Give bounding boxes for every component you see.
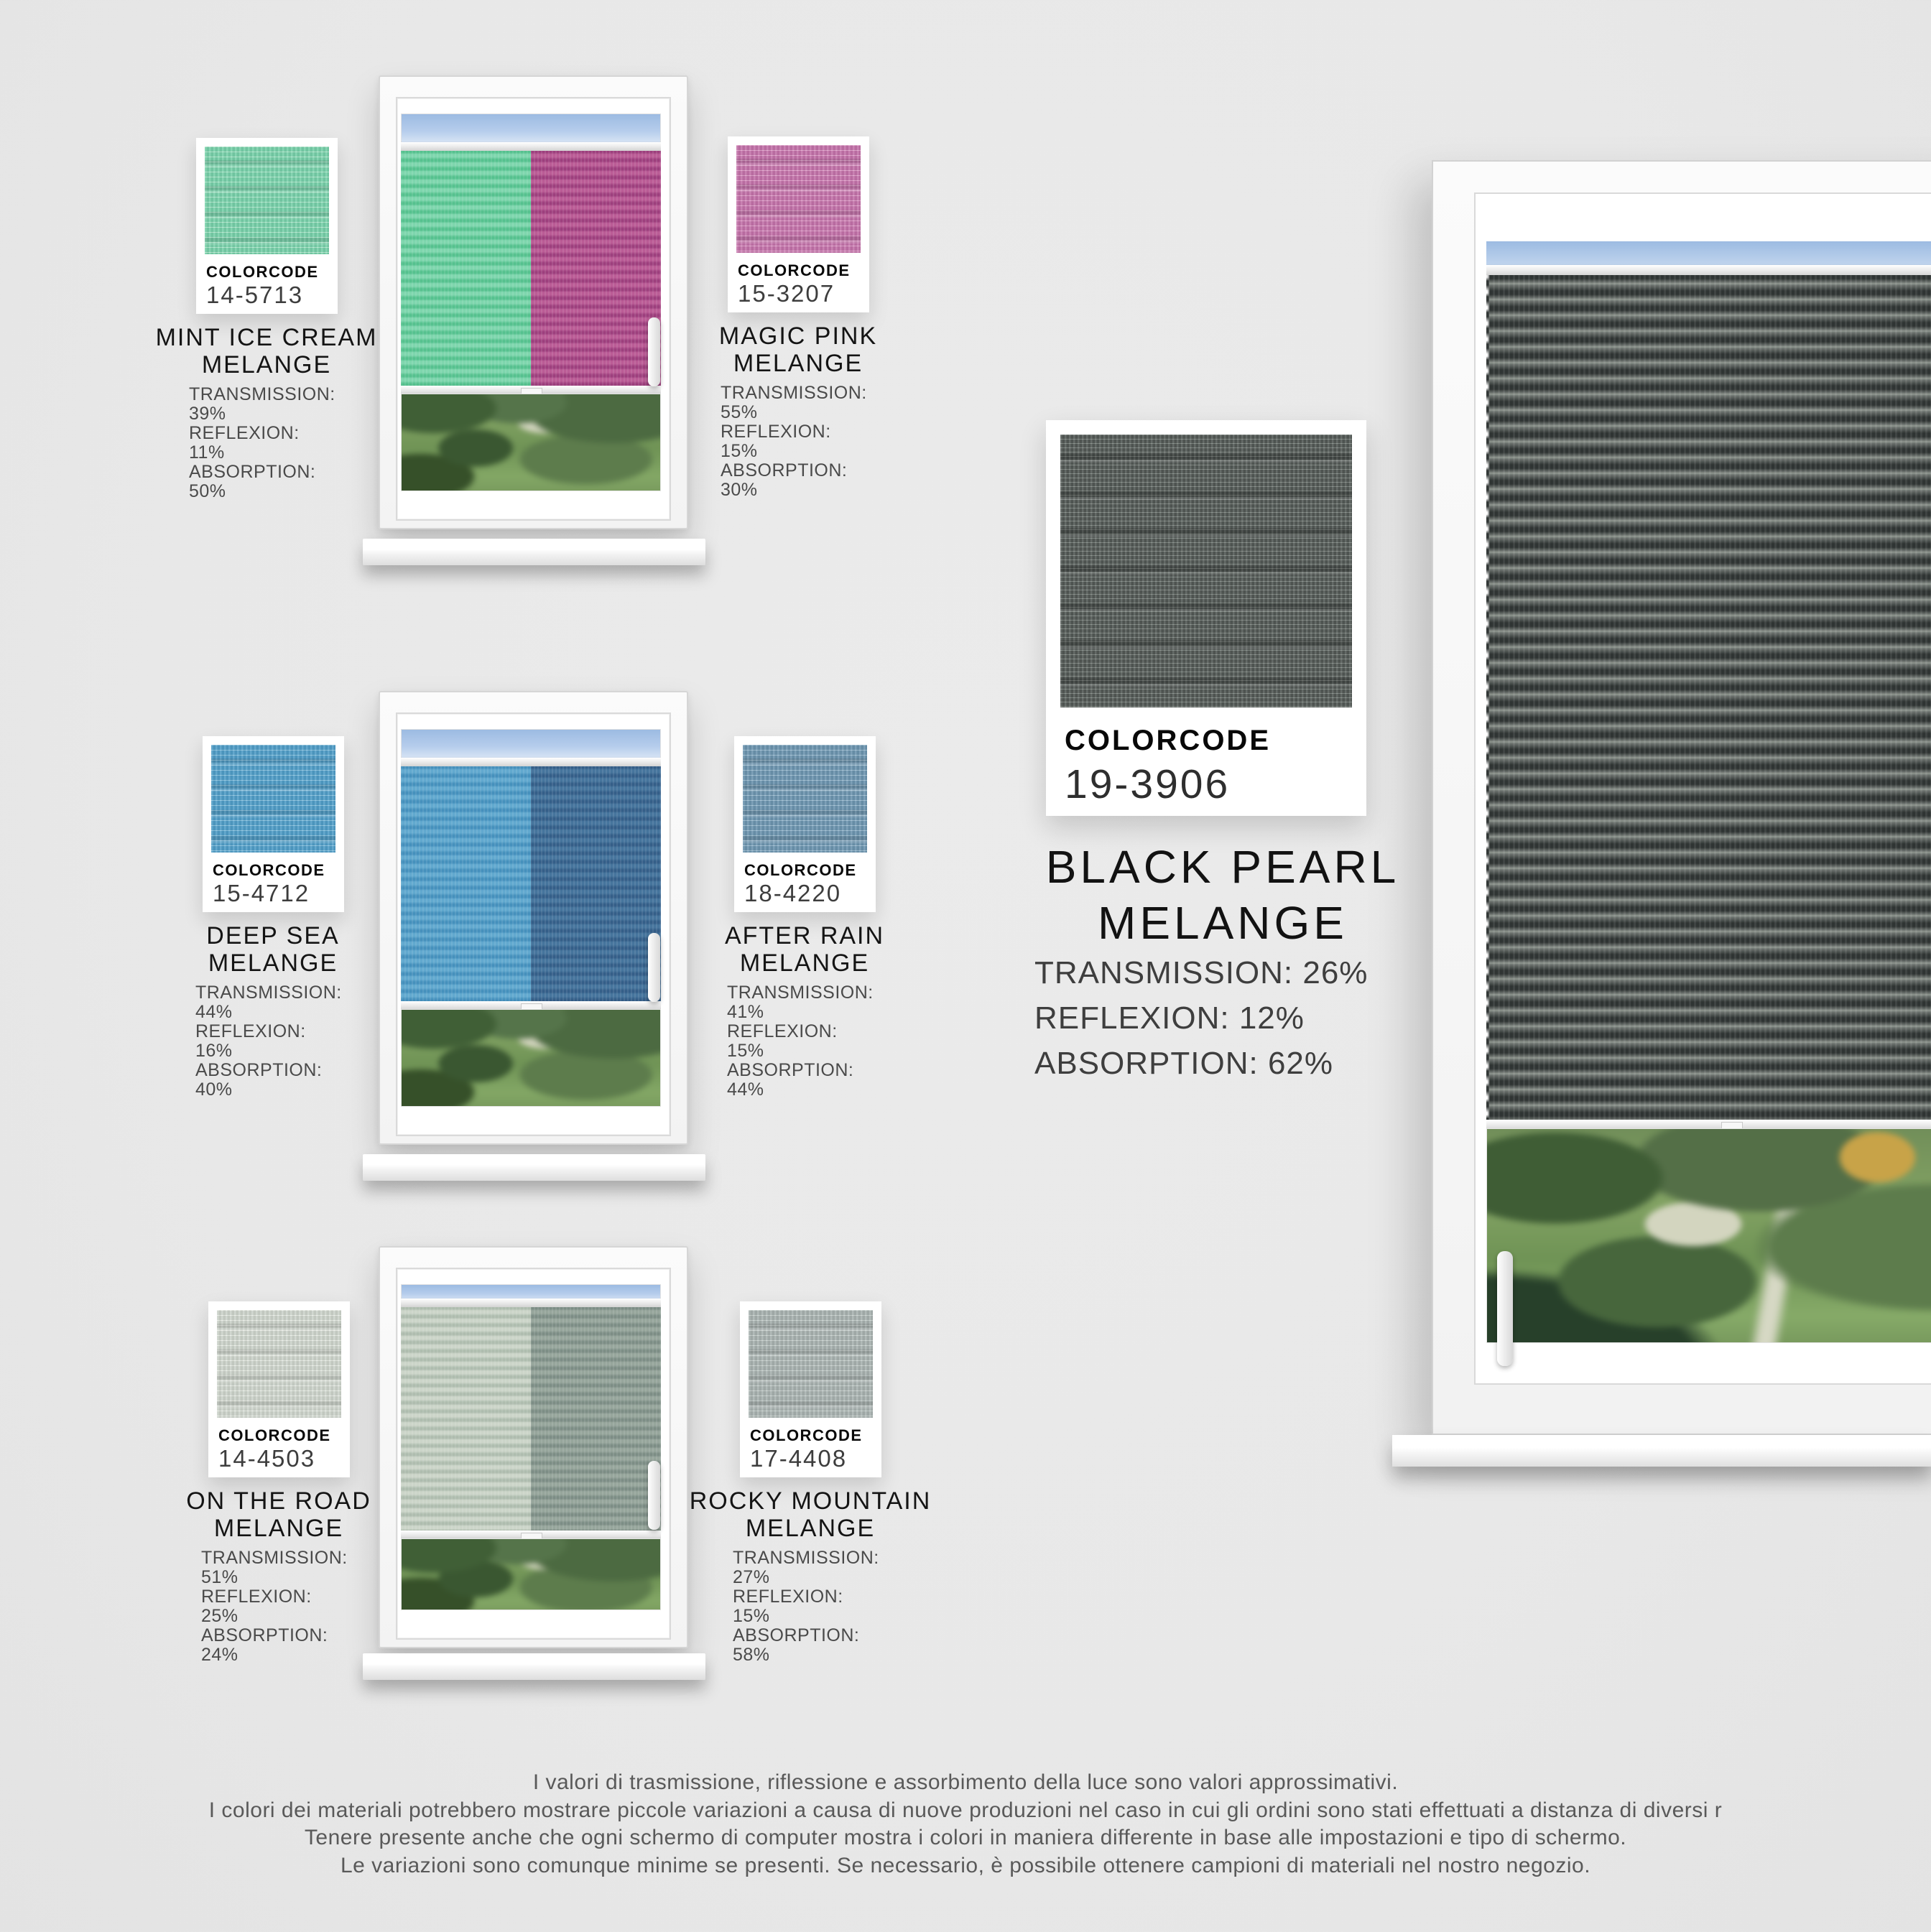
window-frame bbox=[379, 75, 688, 529]
fabric-swatch bbox=[743, 745, 867, 853]
colorcode-value: 15-4712 bbox=[213, 880, 310, 906]
window-handle bbox=[1497, 1251, 1513, 1366]
featured-product-stats bbox=[1034, 950, 1368, 1086]
fabric-swatch bbox=[749, 1310, 873, 1418]
colorcode-value: 15-3207 bbox=[738, 280, 835, 307]
blind-pleats bbox=[401, 1307, 661, 1531]
product-stats bbox=[733, 1548, 881, 1665]
landscape-image bbox=[1486, 1128, 1931, 1343]
stat-absorption: ABSORPTION: 50% bbox=[189, 462, 316, 501]
pleated-blind bbox=[401, 142, 661, 395]
landscape-image bbox=[401, 1538, 661, 1610]
stat-transmission: TRANSMISSION: 39% bbox=[189, 384, 335, 424]
window-glass bbox=[401, 1284, 661, 1610]
blind-right-half bbox=[531, 1307, 661, 1531]
blind-right-half bbox=[531, 151, 661, 386]
fabric-swatch bbox=[211, 745, 335, 853]
window-sill bbox=[363, 539, 705, 565]
stat-transmission: TRANSMISSION: 26% bbox=[1034, 955, 1369, 990]
window-glass bbox=[401, 729, 661, 1107]
stat-transmission: TRANSMISSION: 55% bbox=[721, 383, 867, 422]
colorcode-label: COLORCODE bbox=[213, 861, 325, 879]
window-handle bbox=[648, 1461, 660, 1530]
colorcode-label: COLORCODE bbox=[206, 263, 319, 281]
featured-color-card bbox=[1046, 420, 1366, 816]
stat-transmission: TRANSMISSION: 41% bbox=[727, 983, 874, 1022]
product-name: MAGIC PINK MELANGE bbox=[718, 322, 878, 377]
stat-reflexion: REFLEXION: 25% bbox=[201, 1587, 312, 1626]
window-view bbox=[401, 394, 661, 491]
footer-line: Tenere presente anche che ogni schermo di computer mostra i colori in maniera differente in base alle impostazioni e tipo di schermo. bbox=[304, 1826, 1627, 1849]
colorcode-value: 17-4408 bbox=[750, 1445, 848, 1472]
blind-pleats bbox=[401, 766, 661, 1002]
stat-absorption: ABSORPTION: 30% bbox=[721, 460, 848, 500]
stat-transmission: TRANSMISSION: 44% bbox=[195, 983, 342, 1022]
window-view bbox=[1486, 1128, 1931, 1343]
window-glass bbox=[401, 113, 661, 491]
landscape-image bbox=[401, 1009, 661, 1107]
window-sill bbox=[363, 1653, 705, 1680]
colorcode-label: COLORCODE bbox=[750, 1426, 863, 1444]
window-sill bbox=[363, 1154, 705, 1181]
big-window-preview bbox=[1432, 160, 1931, 1435]
window-preview-3 bbox=[379, 1246, 688, 1648]
glass-sky bbox=[401, 729, 661, 761]
product-stats bbox=[721, 384, 869, 500]
stat-absorption: ABSORPTION: 58% bbox=[733, 1625, 860, 1665]
window-preview-1 bbox=[379, 75, 688, 529]
fabric-sample-magic-pink bbox=[718, 136, 878, 500]
glass-sky bbox=[1486, 241, 1931, 267]
window-view bbox=[401, 1009, 661, 1107]
color-card bbox=[203, 736, 344, 912]
colorcode-label: COLORCODE bbox=[218, 1426, 331, 1444]
blind-right-half bbox=[531, 766, 661, 1002]
colorcode-label: COLORCODE bbox=[1065, 725, 1271, 756]
product-stats bbox=[727, 983, 876, 1100]
featured-product-name: BLACK PEARL MELANGE bbox=[1045, 841, 1400, 949]
featured-fabric-swatch bbox=[1060, 435, 1352, 707]
stat-transmission: TRANSMISSION: 27% bbox=[733, 1548, 879, 1587]
product-name: ON THE ROAD MELANGE bbox=[186, 1487, 371, 1542]
colorcode-value: 19-3906 bbox=[1065, 761, 1231, 807]
fabric-swatch bbox=[217, 1310, 341, 1418]
stat-reflexion: REFLEXION: 15% bbox=[733, 1587, 843, 1626]
window-frame bbox=[379, 691, 688, 1145]
pleated-blind bbox=[401, 1299, 661, 1540]
fabric-swatch bbox=[736, 145, 861, 253]
color-card bbox=[734, 736, 876, 912]
window-handle bbox=[648, 317, 660, 386]
color-card bbox=[208, 1301, 350, 1477]
stat-reflexion: REFLEXION: 12% bbox=[1034, 1000, 1305, 1036]
colorcode-value: 14-4503 bbox=[218, 1445, 316, 1472]
footer-line: Le variazioni sono comunque minime se presenti. Se necessario, è possibile ottenere campioni di materiali nel nostro negozio. bbox=[340, 1853, 1591, 1877]
product-name: AFTER RAIN MELANGE bbox=[724, 922, 885, 977]
fabric-sample-mint bbox=[155, 138, 378, 501]
stat-transmission: TRANSMISSION: 51% bbox=[201, 1548, 348, 1587]
window-view bbox=[401, 1538, 661, 1610]
window-handle bbox=[648, 933, 660, 1002]
fabric-sample-after-rain bbox=[724, 736, 885, 1100]
product-name: MINT ICE CREAM MELANGE bbox=[155, 324, 378, 378]
colorcode-value: 14-5713 bbox=[206, 282, 304, 308]
glass-sky bbox=[401, 113, 661, 146]
product-name: ROCKY MOUNTAIN MELANGE bbox=[689, 1487, 932, 1542]
stat-absorption: ABSORPTION: 40% bbox=[195, 1060, 323, 1100]
window-sash bbox=[396, 1268, 671, 1640]
landscape-image bbox=[401, 394, 661, 491]
stat-reflexion: REFLEXION: 15% bbox=[721, 422, 831, 461]
footer-line: I valori di trasmissione, riflessione e assorbimento della luce sono valori approssimativi. bbox=[532, 1770, 1399, 1794]
fabric-sample-on-the-road bbox=[186, 1301, 371, 1665]
fabric-swatch bbox=[205, 147, 329, 254]
window-preview-2 bbox=[379, 691, 688, 1145]
window-sash bbox=[1474, 192, 1931, 1385]
window-sill bbox=[1392, 1435, 1931, 1467]
colorcode-value: 18-4220 bbox=[744, 880, 842, 906]
blind-left-half bbox=[401, 1307, 531, 1531]
window-sash bbox=[396, 97, 671, 521]
blind-pleats bbox=[401, 151, 661, 386]
window-glass bbox=[1486, 241, 1931, 1343]
color-card bbox=[196, 138, 338, 314]
footer-line: I colori dei materiali potrebbero mostrare piccole variazioni a causa di nuove produzioni nel caso in cui gli ordini sono stati effettuati a distanza di diversi r bbox=[208, 1798, 1723, 1822]
fabric-sample-deep-sea bbox=[195, 736, 344, 1100]
blind-pleats bbox=[1488, 275, 1931, 1120]
window-frame bbox=[379, 1246, 688, 1648]
stat-absorption: ABSORPTION: 24% bbox=[201, 1625, 328, 1665]
colorcode-label: COLORCODE bbox=[738, 261, 851, 279]
footer-disclaimer bbox=[0, 1769, 1931, 1880]
pleated-blind bbox=[1486, 265, 1931, 1131]
blind-left-half bbox=[401, 766, 531, 1002]
pleated-blind bbox=[401, 758, 661, 1011]
color-card bbox=[728, 136, 869, 312]
blind-left-half bbox=[401, 151, 531, 386]
window-sash bbox=[396, 712, 671, 1136]
color-card bbox=[740, 1301, 881, 1477]
fabric-sample-rocky-mountain bbox=[689, 1301, 932, 1665]
stat-reflexion: REFLEXION: 11% bbox=[189, 423, 300, 463]
product-stats bbox=[195, 983, 344, 1100]
window-frame bbox=[1432, 160, 1931, 1435]
stat-absorption: ABSORPTION: 44% bbox=[727, 1060, 854, 1100]
product-name: DEEP SEA MELANGE bbox=[206, 922, 340, 977]
product-stats bbox=[189, 385, 338, 501]
stat-reflexion: REFLEXION: 15% bbox=[727, 1021, 838, 1061]
stat-absorption: ABSORPTION: 62% bbox=[1034, 1046, 1334, 1081]
product-stats bbox=[201, 1548, 350, 1665]
stat-reflexion: REFLEXION: 16% bbox=[195, 1021, 306, 1061]
colorcode-label: COLORCODE bbox=[744, 861, 857, 879]
